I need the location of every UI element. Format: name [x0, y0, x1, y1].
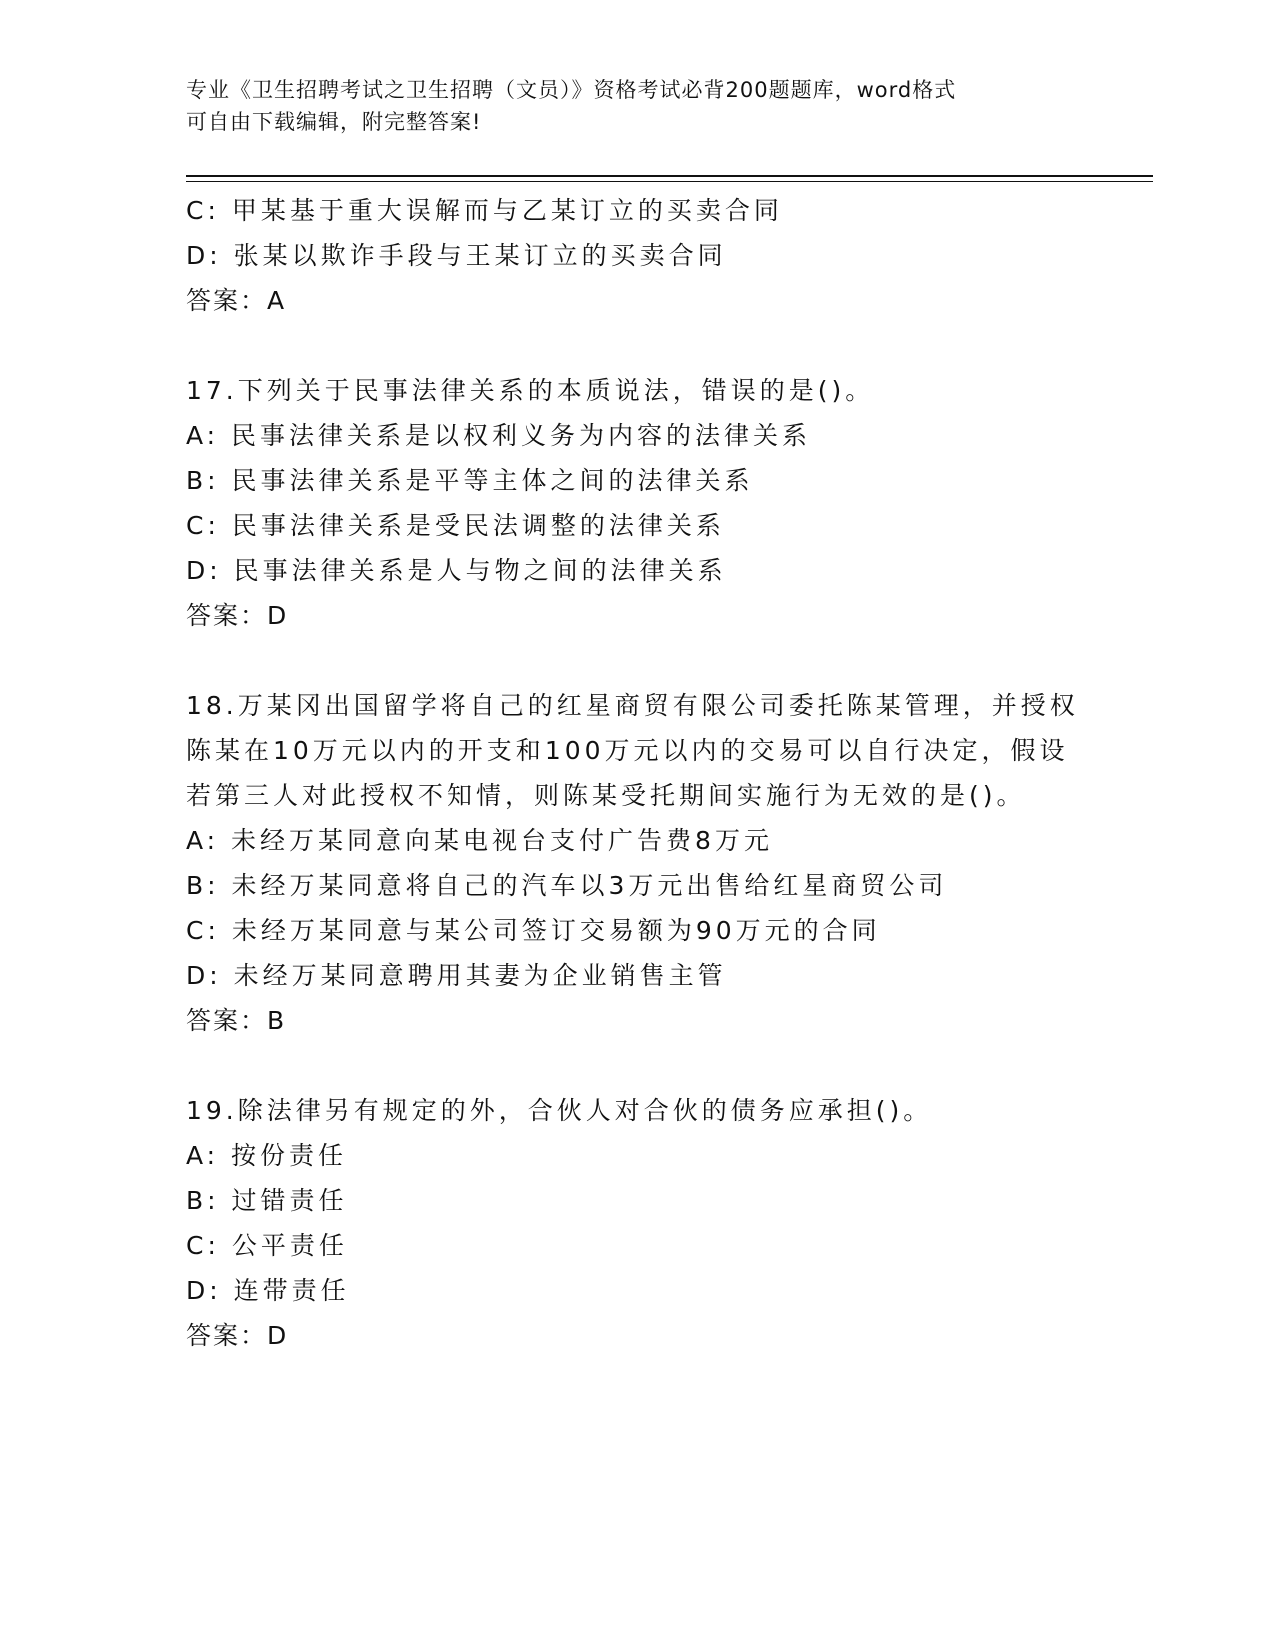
- question-stem: 17.下列关于民事法律关系的本质说法，错误的是()。: [186, 376, 875, 405]
- question-stem: 19.除法律另有规定的外，合伙人对合伙的债务应承担()。: [186, 1096, 933, 1125]
- question-stem-line-2: 陈某在10万元以内的开支和100万元以内的交易可以自行决定，假设: [186, 736, 1069, 765]
- question-16: [186, 188, 1086, 323]
- header-line-1: 专业《卫生招聘考试之卫生招聘（文员）》资格考试必背200题题库，word格式: [186, 78, 957, 102]
- option-b: B: 过错责任: [186, 1186, 348, 1215]
- option-c: C: 甲某基于重大误解而与乙某订立的买卖合同: [186, 196, 783, 225]
- spacer: [186, 1043, 1086, 1088]
- option-a: A: 按份责任: [186, 1141, 348, 1170]
- question-19: [186, 1088, 1086, 1358]
- answer: 答案：D: [186, 1321, 289, 1350]
- option-b: B: 民事法律关系是平等主体之间的法律关系: [186, 466, 754, 495]
- header-divider-thin: [186, 181, 1153, 182]
- question-18: [186, 683, 1086, 1043]
- question-17: [186, 368, 1086, 638]
- option-d: D: 未经万某同意聘用其妻为企业销售主管: [186, 961, 727, 990]
- option-c: C: 民事法律关系是受民法调整的法律关系: [186, 511, 725, 540]
- spacer: [186, 638, 1086, 683]
- option-c: C: 未经万某同意与某公司签订交易额为90万元的合同: [186, 916, 881, 945]
- option-c: C: 公平责任: [186, 1231, 348, 1260]
- option-d: D: 民事法律关系是人与物之间的法律关系: [186, 556, 727, 585]
- question-stem-line-3: 若第三人对此授权不知情，则陈某受托期间实施行为无效的是()。: [186, 781, 1026, 810]
- answer: 答案：D: [186, 601, 289, 630]
- option-d: D: 连带责任: [186, 1276, 350, 1305]
- question-stem-line-1: 18.万某冈出国留学将自己的红星商贸有限公司委托陈某管理，并授权: [186, 691, 1079, 720]
- option-a: A: 未经万某同意向某电视台支付广告费8万元: [186, 826, 773, 855]
- option-d: D: 张某以欺诈手段与王某订立的买卖合同: [186, 241, 727, 270]
- spacer: [186, 323, 1086, 368]
- option-b: B: 未经万某同意将自己的汽车以3万元出售给红星商贸公司: [186, 871, 948, 900]
- header-divider-thick: [186, 175, 1153, 177]
- option-a: A: 民事法律关系是以权利义务为内容的法律关系: [186, 421, 812, 450]
- answer: 答案：B: [186, 1006, 287, 1035]
- answer: 答案：A: [186, 286, 287, 315]
- header-line-2: 可自由下载编辑，附完整答案!: [186, 110, 482, 134]
- document-body: [186, 188, 1086, 1358]
- document-header: [186, 74, 1086, 138]
